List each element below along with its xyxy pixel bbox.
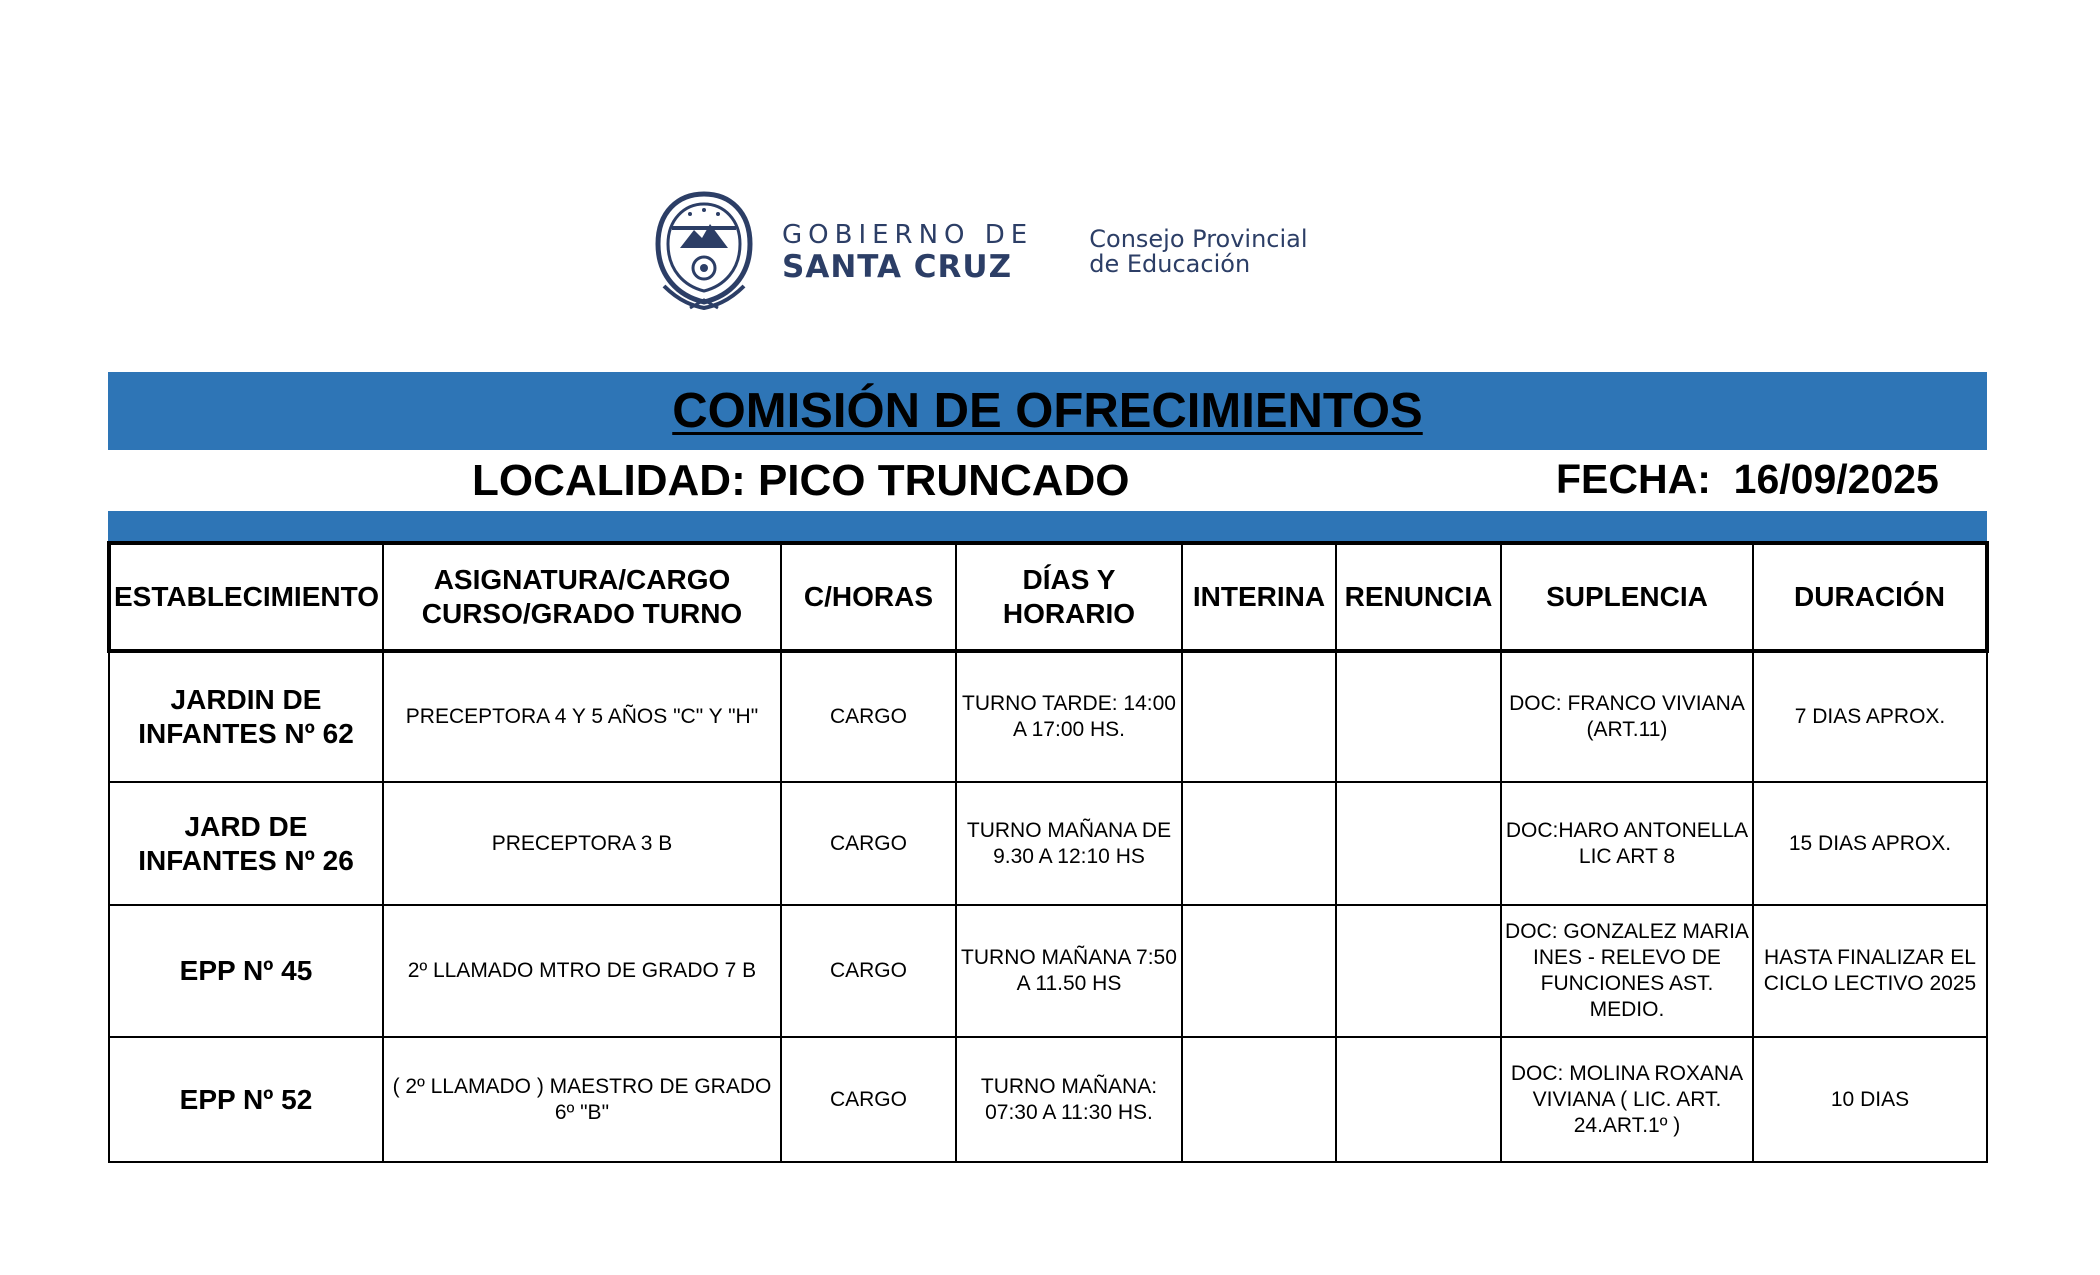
cell-horas: CARGO [781,1037,956,1162]
cell-suplencia: DOC: MOLINA ROXANA VIVIANA ( LIC. ART. 24.ART.1º ) [1501,1037,1753,1162]
cell-suplencia: DOC:HARO ANTONELLA LIC ART 8 [1501,782,1753,905]
council-name [1089,227,1307,277]
cell-establecimiento: JARDIN DE INFANTES Nº 62 [109,651,383,782]
date-label: FECHA: 16/09/2025 [1556,456,1939,502]
cell-suplencia: DOC: FRANCO VIVIANA (ART.11) [1501,651,1753,782]
table-row [109,1037,1987,1162]
santa-cruz-crest-icon [650,190,758,314]
header-logo [650,190,1308,314]
cell-interina [1182,651,1336,782]
cell-suplencia: DOC: GONZALEZ MARIA INES - RELEVO DE FUNCIONES AST. MEDIO. [1501,905,1753,1037]
cell-asignatura: PRECEPTORA 4 Y 5 AÑOS "C" Y "H" [383,651,781,782]
table-header-row [109,543,1987,651]
cell-establecimiento: EPP Nº 52 [109,1037,383,1162]
cell-renuncia [1336,651,1501,782]
cell-renuncia [1336,1037,1501,1162]
gov-line1: GOBIERNO DE [782,220,1034,250]
cell-duracion: 15 DIAS APROX. [1753,782,1987,905]
cell-renuncia [1336,905,1501,1037]
cell-renuncia [1336,782,1501,905]
cell-interina [1182,782,1336,905]
page-title: COMISIÓN DE OFRECIMIENTOS [672,384,1423,438]
locality-label: LOCALIDAD: PICO TRUNCADO [472,456,1130,505]
cell-horario: TURNO MAÑANA: 07:30 A 11:30 HS. [956,1037,1182,1162]
locality-date-row [108,452,1987,508]
col-horas: C/HORAS [781,543,956,651]
council-line1: Consejo Provincial [1089,225,1308,253]
cell-horas: CARGO [781,782,956,905]
cell-asignatura: 2º LLAMADO MTRO DE GRADO 7 B [383,905,781,1037]
title-band [108,372,1987,450]
table-row [109,651,1987,782]
col-duracion: DURACIÓN [1753,543,1987,651]
col-suplencia: SUPLENCIA [1501,543,1753,651]
cell-horario: TURNO TARDE: 14:00 A 17:00 HS. [956,651,1182,782]
government-name [782,220,1033,284]
cell-asignatura: ( 2º LLAMADO ) MAESTRO DE GRADO 6º "B" [383,1037,781,1162]
cell-horario: TURNO MAÑANA 7:50 A 11.50 HS [956,905,1182,1037]
gov-line2: SANTA CRUZ [782,249,1013,285]
cell-interina [1182,905,1336,1037]
cell-establecimiento: JARD DE INFANTES Nº 26 [109,782,383,905]
separator-band [108,511,1987,541]
col-establecimiento: ESTABLECIMIENTO [109,543,383,651]
offers-table [107,541,1989,1163]
cell-duracion: HASTA FINALIZAR EL CICLO LECTIVO 2025 [1753,905,1987,1037]
cell-duracion: 10 DIAS [1753,1037,1987,1162]
col-interina: INTERINA [1182,543,1336,651]
cell-interina [1182,1037,1336,1162]
cell-asignatura: PRECEPTORA 3 B [383,782,781,905]
cell-duracion: 7 DIAS APROX. [1753,651,1987,782]
council-line2: de Educación [1089,250,1251,278]
cell-horas: CARGO [781,905,956,1037]
table-row [109,782,1987,905]
cell-horario: TURNO MAÑANA DE 9.30 A 12:10 HS [956,782,1182,905]
table-row [109,905,1987,1037]
cell-establecimiento: EPP Nº 45 [109,905,383,1037]
cell-horas: CARGO [781,651,956,782]
col-asignatura: ASIGNATURA/CARGO CURSO/GRADO TURNO [383,543,781,651]
col-horario: DÍAS Y HORARIO [956,543,1182,651]
col-renuncia: RENUNCIA [1336,543,1501,651]
